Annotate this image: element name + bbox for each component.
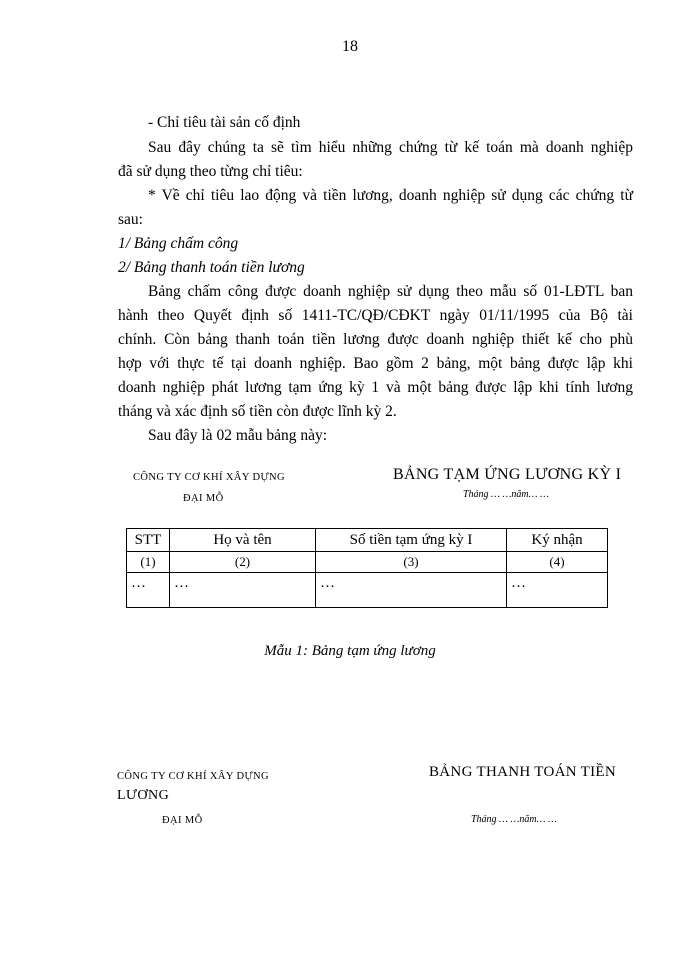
paragraph-line: Bảng chấm công được doanh nghiệp sử dụng theo mẫu số 01-LĐTL ban bbox=[148, 283, 633, 300]
paragraph-line: đã sử dụng theo từng chỉ tiêu: bbox=[118, 163, 303, 180]
paragraph-line: * Về chỉ tiêu lao động và tiền lương, doanh nghiệp sử dụng các chứng từ bbox=[148, 187, 633, 204]
bullet-fixed-assets: - Chỉ tiêu tài sản cố định bbox=[148, 114, 301, 131]
paragraph-line: doanh nghiệp phát lương tạm ứng kỳ 1 và một bảng được lập khi tính lương bbox=[118, 379, 633, 396]
table-header: Họ và tên bbox=[170, 529, 316, 552]
form1-title: BẢNG TẠM ỨNG LƯƠNG KỲ I bbox=[393, 466, 622, 483]
paragraph-line: sau: bbox=[118, 211, 143, 228]
list-item: 2/ Bảng thanh toán tiền lương bbox=[118, 259, 305, 276]
table-cell: … bbox=[507, 573, 608, 608]
table-cell: (1) bbox=[127, 552, 170, 573]
paragraph-line: Sau đây là 02 mẫu bảng này: bbox=[148, 427, 328, 444]
table-cell: (3) bbox=[316, 552, 507, 573]
form1-caption: Mẫu 1: Bảng tạm ứng lương bbox=[264, 643, 436, 659]
table-header: Ký nhận bbox=[507, 529, 608, 552]
table-cell: (2) bbox=[170, 552, 316, 573]
form1-company-name: CÔNG TY CƠ KHÍ XÂY DỰNG bbox=[133, 472, 285, 483]
paragraph-line: Sau đây chúng ta sẽ tìm hiểu những chứng từ kế toán mà doanh nghiệp bbox=[148, 139, 633, 156]
page-number: 18 bbox=[342, 38, 358, 55]
form1-month: Tháng … …năm… … bbox=[463, 489, 549, 500]
paragraph-line: hành theo Quyết định số 1411-TC/QĐ/CĐKT ngày 01/11/1995 của Bộ tài bbox=[118, 307, 633, 324]
form2-title: BẢNG THANH TOÁN TIỀN bbox=[429, 764, 616, 780]
paragraph-line: hợp với thực tế tại doanh nghiệp. Bao gồm 2 bảng, một bảng được lập khi bbox=[118, 355, 633, 372]
advance-salary-table bbox=[126, 528, 608, 608]
form2-month: Tháng … …năm… … bbox=[471, 814, 557, 825]
form2-company-name: CÔNG TY CƠ KHÍ XÂY DỰNG bbox=[117, 771, 269, 782]
table-cell: … bbox=[316, 573, 507, 608]
form2-title-wrap: LƯƠNG bbox=[117, 788, 170, 803]
table-cell: (4) bbox=[507, 552, 608, 573]
form2-company-location: ĐẠI MỖ bbox=[162, 815, 203, 826]
table-header: STT bbox=[127, 529, 170, 552]
table-cell: … bbox=[170, 573, 316, 608]
paragraph-line: chính. Còn bảng thanh toán tiền lương được doanh nghiệp thiết kế cho phù bbox=[118, 331, 633, 348]
paragraph-line: tháng và xác định số tiền còn được lĩnh kỳ 2. bbox=[118, 403, 397, 420]
table-cell: … bbox=[127, 573, 170, 608]
form1-company-location: ĐẠI MỖ bbox=[183, 493, 224, 504]
list-item: 1/ Bảng chấm công bbox=[118, 235, 239, 252]
table-header: Số tiền tạm ứng kỳ I bbox=[316, 529, 507, 552]
